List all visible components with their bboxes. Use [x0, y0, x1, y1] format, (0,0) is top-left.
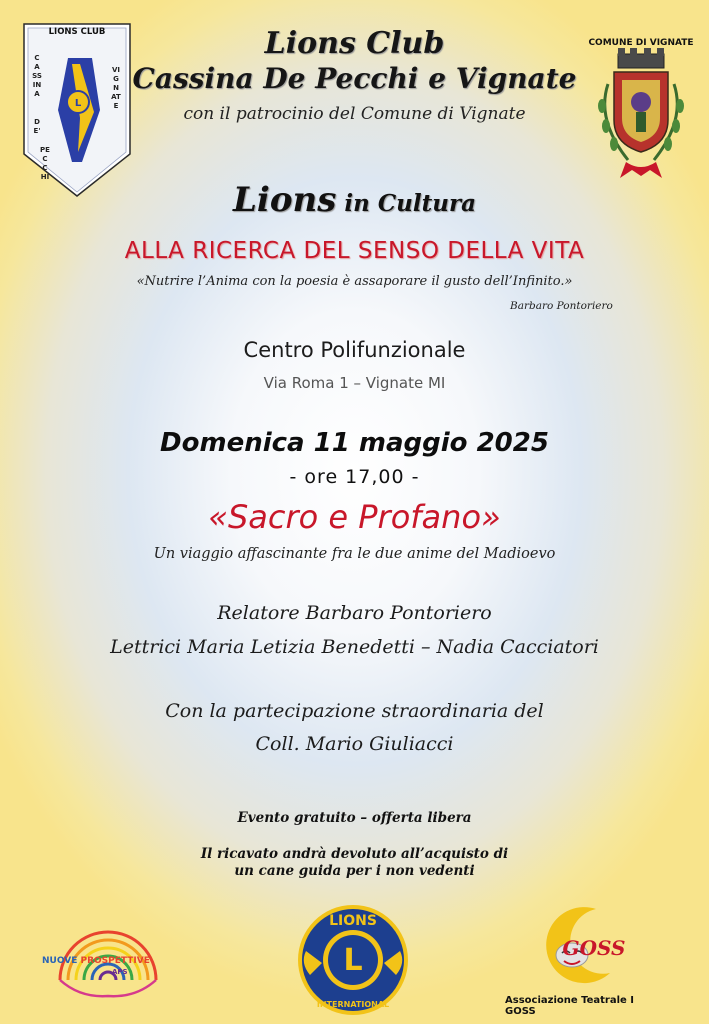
lions-logo-bottom-text: INTERNATIONAL: [316, 1000, 390, 1009]
np-logo-text: [42, 956, 150, 966]
event-subtitle: Un viaggio affascinante fra le due anime del Madioevo: [153, 546, 556, 562]
donation-note-line-1: Il ricavato andrà devoluto all’acquisto di: [200, 846, 509, 862]
series-title-rest: in Cultura: [336, 190, 476, 217]
event-time: - ore 17,00 -: [289, 466, 420, 488]
np-word-1: NUOVE: [42, 956, 81, 966]
pennant-vertical-pecchi: PECCHI: [40, 146, 50, 181]
svg-text:L: L: [74, 98, 82, 109]
quote-text: «Nutrire l’Anima con la poesia è assaporare il gusto dell’Infinito.»: [136, 274, 573, 289]
pennant-label: LIONS CLUB: [48, 27, 106, 37]
goss-logo-text: GOSS: [562, 936, 626, 960]
guest-line-2: Coll. Mario Giuliacci: [255, 733, 454, 755]
nuove-prospettive-logo: [40, 910, 175, 1000]
np-word-2: PROSPETTIVE: [80, 956, 150, 966]
readers-line: Lettrici Maria Letizia Benedetti – Nadia Cacciatori: [110, 636, 599, 658]
series-title: [0, 180, 709, 220]
event-title: «Sacro e Profano»: [208, 498, 501, 536]
lions-logo-top-text: LIONS: [329, 913, 377, 929]
event-date: Domenica 11 maggio 2025: [160, 428, 549, 458]
program-headline: ALLA RICERCA DEL SENSO DELLA VITA: [124, 238, 585, 264]
speaker-line: Relatore Barbaro Pontoriero: [217, 602, 492, 624]
lions-logo-letter: L: [343, 943, 363, 978]
crest-label: COMUNE DI VIGNATE: [588, 38, 694, 48]
venue-address: Via Roma 1 – Vignate MI: [263, 374, 446, 392]
pennant-vertical-cassina: CASSINA: [32, 54, 42, 98]
pennant-vertical-de: DE': [33, 118, 41, 135]
quote-author: Barbaro Pontoriero: [510, 300, 613, 312]
free-entry-note: Evento gratuito – offerta libera: [237, 810, 472, 826]
goss-theatre-logo: [536, 903, 626, 989]
goss-label: Associazione Teatrale I GOSS: [505, 995, 635, 1017]
donation-note-line-2: un cane guida per i non vedenti: [234, 863, 475, 879]
lions-international-logo: [296, 903, 410, 1017]
guest-line-1: Con la partecipazione straordinaria del: [165, 700, 544, 722]
venue-name: Centro Polifunzionale: [243, 338, 466, 362]
series-title-main: Lions: [233, 180, 337, 220]
header-title-lions-club: Lions Club: [264, 26, 445, 61]
np-aps: APS: [112, 968, 128, 976]
pennant-vertical-vignate: VIGNATE: [111, 66, 121, 110]
header-title-club-name: Cassina De Pecchi e Vignate: [132, 62, 577, 95]
patronage-text: con il patrocinio del Comune di Vignate: [183, 104, 526, 124]
